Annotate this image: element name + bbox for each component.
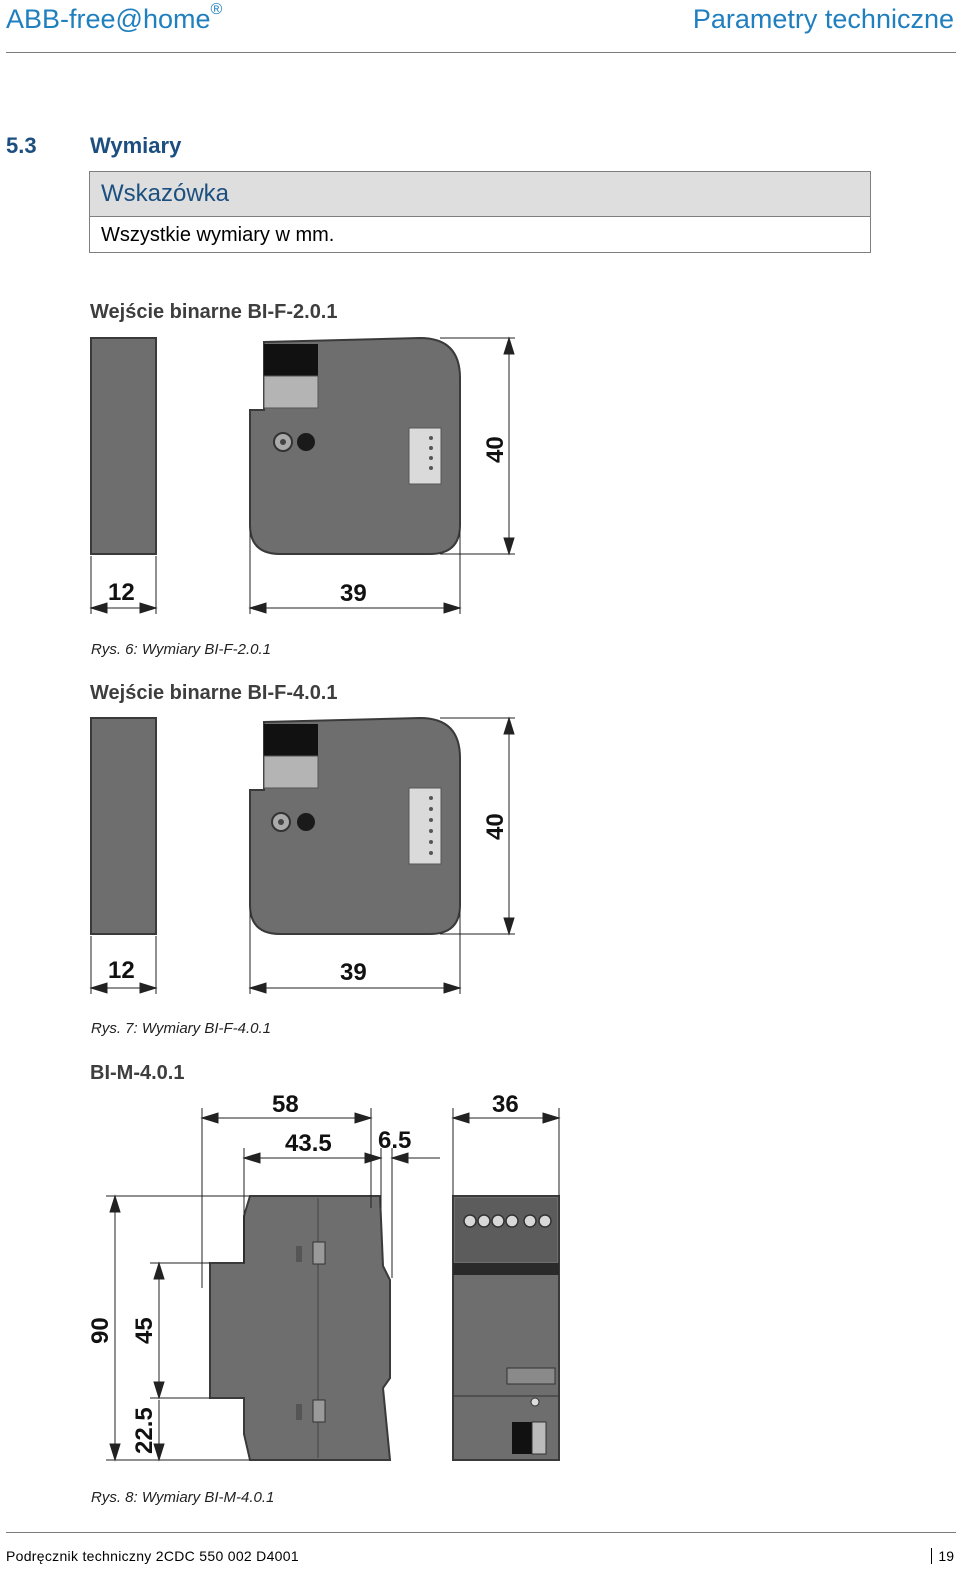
figure-2-caption: Rys. 7: Wymiary BI-F-4.0.1 [91, 1020, 272, 1037]
brand-title: ABB-free@home® [6, 1, 223, 34]
dim-front-height: 45 [131, 1317, 158, 1344]
dim-clip: 6.5 [378, 1127, 412, 1154]
dim-height: 90 [87, 1317, 114, 1344]
dim-height: 40 [482, 813, 509, 840]
footer-divider [6, 1532, 956, 1533]
figure-3-title: BI-M-4.0.1 [90, 1062, 185, 1084]
dim-offset: 22.5 [131, 1407, 158, 1454]
dim-module-width: 36 [492, 1091, 519, 1118]
connector-icon [409, 788, 441, 864]
header-divider [6, 52, 956, 53]
figure-3-caption: Rys. 8: Wymiary BI-M-4.0.1 [91, 1489, 275, 1506]
figure-1-drawing [0, 330, 560, 620]
button-icon [297, 813, 315, 831]
section-header: Parametry techniczne [692, 4, 954, 34]
side-view [91, 338, 156, 554]
dim-body-depth: 43.5 [285, 1130, 332, 1157]
din-side-view [210, 1196, 390, 1460]
dim-depth: 12 [108, 957, 135, 984]
dim-width: 39 [340, 580, 367, 607]
page-number: 19 [931, 1548, 954, 1564]
button-icon [297, 433, 315, 451]
note-box [89, 171, 871, 253]
dim-height: 40 [482, 436, 509, 463]
note-heading: Wskazówka [90, 172, 870, 217]
figure-2-title: Wejście binarne BI-F-4.0.1 [90, 682, 338, 704]
section-number: 5.3 [6, 133, 37, 158]
note-text: Wszystkie wymiary w mm. [101, 224, 335, 246]
dim-depth: 12 [108, 579, 135, 606]
figure-2-drawing [0, 710, 560, 1000]
connector-icon [409, 428, 441, 484]
figure-1-caption: Rys. 6: Wymiary BI-F-2.0.1 [91, 641, 272, 658]
section-title: Wymiary [90, 133, 182, 158]
dim-total-depth: 58 [272, 1091, 299, 1118]
footer-document: Podręcznik techniczny 2CDC 550 002 D4001 [6, 1548, 299, 1564]
figure-3-drawing [0, 1088, 580, 1468]
figure-1-title: Wejście binarne BI-F-2.0.1 [90, 301, 338, 323]
dim-width: 39 [340, 959, 367, 986]
side-view [91, 718, 156, 934]
